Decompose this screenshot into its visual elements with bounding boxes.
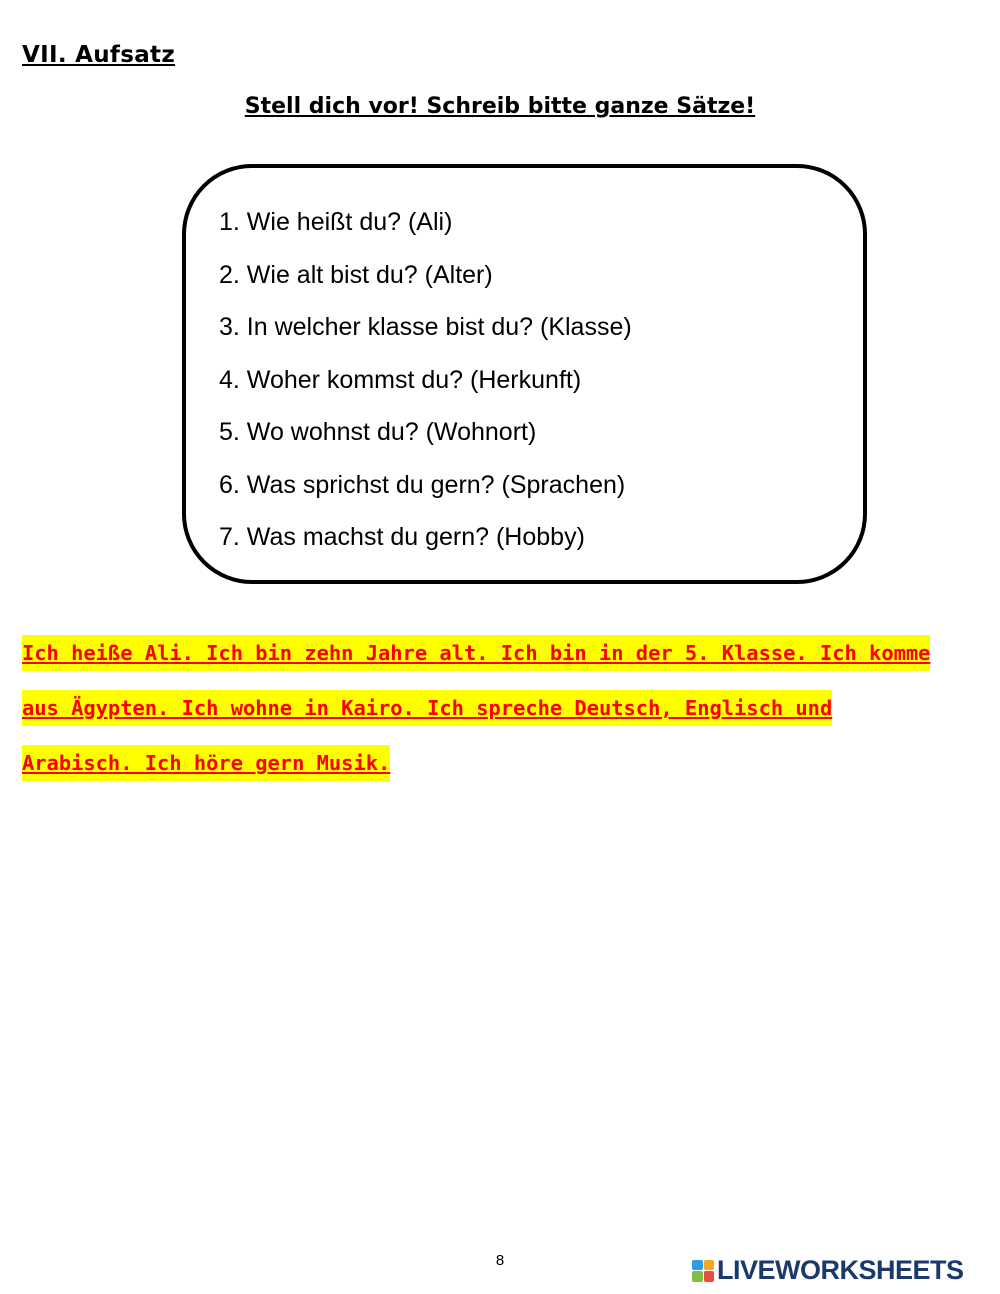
question-item: 6. Was sprichst du gern? (Sprachen) <box>219 470 626 499</box>
logo-square-red <box>704 1271 715 1282</box>
question-item: 7. Was machst du gern? (Hobby) <box>219 523 585 551</box>
question-item: 4. Woher kommst du? (Herkunft) <box>219 365 582 394</box>
question-list <box>219 196 632 564</box>
section-heading: VII. Aufsatz <box>22 42 176 68</box>
question-item: 3. In welcher klasse bist du? (Klasse) <box>219 313 632 341</box>
question-item: 1. Wie heißt du? (Ali) <box>219 208 453 236</box>
answer-text: Ich heiße Ali. Ich bin zehn Jahre alt. Ich bin in der 5. Klasse. Ich komme aus Ägypten. Ich wohne in Kairo. Ich spreche Deutsch, Englisch und Arabisch. Ich höre gern Musik. <box>22 635 930 781</box>
logo-square-blue <box>692 1260 703 1271</box>
brand-name: LIVEWORKSHEETS <box>717 1255 964 1285</box>
logo-square-green <box>692 1271 703 1282</box>
page-number: 8 <box>495 1252 505 1269</box>
brand-footer <box>692 1255 964 1286</box>
liveworksheets-logo-icon <box>692 1260 714 1282</box>
logo-square-orange <box>704 1260 715 1271</box>
task-instruction: Stell dich vor! Schreib bitte ganze Sätze! <box>244 94 756 119</box>
question-item: 5. Wo wohnst du? (Wohnort) <box>219 418 537 446</box>
question-item: 2. Wie alt bist du? (Alter) <box>219 260 493 289</box>
answer-paragraph <box>22 626 952 791</box>
